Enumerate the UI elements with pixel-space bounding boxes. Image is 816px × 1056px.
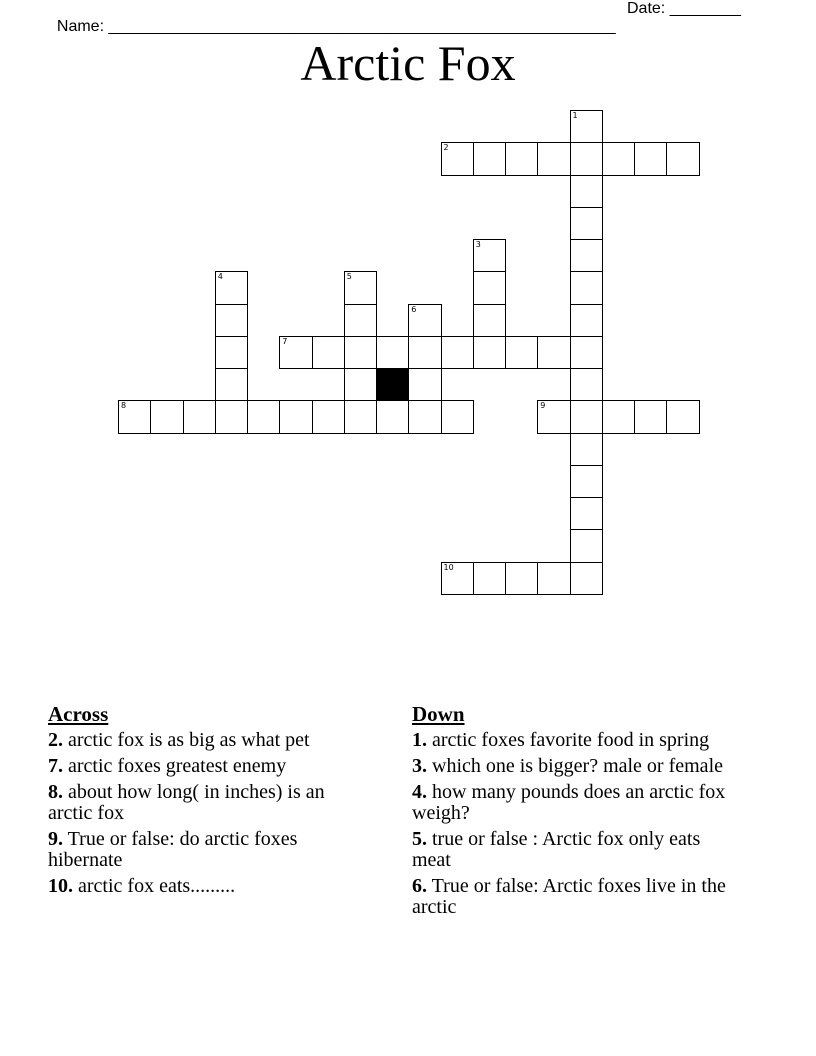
name-label: Name: bbox=[56, 18, 105, 35]
grid-cell[interactable] bbox=[537, 336, 570, 369]
grid-cell[interactable] bbox=[441, 336, 474, 369]
down-clue bbox=[412, 829, 732, 871]
cell-number: 2 bbox=[443, 143, 449, 153]
grid-cell[interactable] bbox=[118, 400, 151, 433]
grid-cell[interactable] bbox=[408, 336, 441, 369]
cell-number: 4 bbox=[217, 272, 223, 282]
grid-cell[interactable] bbox=[570, 562, 603, 595]
grid-cell[interactable] bbox=[570, 336, 603, 369]
across-clue bbox=[48, 876, 368, 897]
grid-cell[interactable] bbox=[215, 368, 248, 401]
clue-number: 2. bbox=[48, 729, 63, 751]
clue-text: arctic fox is as big as what pet bbox=[63, 729, 310, 751]
grid-cell[interactable] bbox=[473, 142, 506, 175]
grid-cell[interactable] bbox=[279, 400, 312, 433]
down-clue bbox=[412, 730, 732, 751]
cell-number: 3 bbox=[475, 240, 481, 249]
grid-cell[interactable] bbox=[473, 336, 506, 369]
cell-number: 5 bbox=[346, 272, 352, 282]
grid-cell[interactable] bbox=[376, 400, 409, 433]
name-blank[interactable]: _________________________________________________________ bbox=[104, 18, 616, 35]
clue-text: which one is bigger? male or female bbox=[427, 755, 723, 777]
grid-cell[interactable] bbox=[344, 304, 377, 337]
grid-cell[interactable] bbox=[441, 142, 474, 175]
grid-cell[interactable] bbox=[150, 400, 183, 433]
grid-cell[interactable] bbox=[537, 400, 570, 433]
down-clue bbox=[412, 876, 732, 918]
grid-cell[interactable] bbox=[537, 562, 570, 595]
down-heading: Down bbox=[412, 702, 465, 726]
grid-cell[interactable] bbox=[570, 400, 603, 433]
grid-cell[interactable] bbox=[473, 304, 506, 337]
cell-number: 1 bbox=[572, 111, 578, 120]
grid-cell[interactable] bbox=[408, 400, 441, 433]
clue-text: arctic fox eats......... bbox=[73, 875, 236, 897]
cell-number: 10 bbox=[443, 562, 454, 572]
grid-cell[interactable] bbox=[247, 400, 280, 433]
clue-text: true or false : Arctic fox only eats meat bbox=[412, 828, 701, 871]
grid-cell[interactable] bbox=[441, 400, 474, 433]
grid-cell[interactable] bbox=[570, 239, 603, 272]
grid-cell[interactable] bbox=[344, 400, 377, 433]
across-clue bbox=[48, 730, 368, 751]
grid-cell[interactable] bbox=[570, 271, 603, 304]
grid-cell[interactable] bbox=[570, 304, 603, 337]
grid-cell[interactable] bbox=[312, 336, 345, 369]
across-clue bbox=[48, 829, 368, 871]
grid-cell[interactable] bbox=[570, 110, 603, 143]
grid-cell[interactable] bbox=[473, 562, 506, 595]
clue-text: how many pounds does an arctic fox weigh? bbox=[412, 781, 726, 824]
grid-cell[interactable] bbox=[602, 400, 635, 433]
grid-cell[interactable] bbox=[473, 239, 506, 272]
clue-number: 3. bbox=[412, 755, 427, 777]
grid-cell[interactable] bbox=[505, 562, 538, 595]
grid-cell[interactable] bbox=[215, 336, 248, 369]
grid-cell[interactable] bbox=[570, 465, 603, 498]
clue-text: arctic foxes greatest enemy bbox=[63, 755, 287, 777]
grid-cell[interactable] bbox=[666, 142, 699, 175]
page-title: Arctic Fox bbox=[300, 35, 516, 91]
clue-number: 9. bbox=[48, 828, 63, 850]
cell-number: 6 bbox=[411, 304, 417, 314]
clue-number: 4. bbox=[412, 781, 427, 803]
grid-cell[interactable] bbox=[602, 142, 635, 175]
grid-cell[interactable] bbox=[570, 433, 603, 466]
grid-cell[interactable] bbox=[344, 336, 377, 369]
clue-text: about how long( in inches) is an arctic fox bbox=[48, 781, 325, 824]
cell-number: 8 bbox=[121, 401, 127, 411]
grid-cell[interactable] bbox=[183, 400, 216, 433]
grid-cell[interactable] bbox=[570, 142, 603, 175]
date-blank[interactable]: ________ bbox=[665, 0, 741, 17]
grid-cell[interactable] bbox=[570, 368, 603, 401]
grid-cell[interactable] bbox=[570, 175, 603, 208]
grid-cell[interactable] bbox=[215, 304, 248, 337]
grid-cell[interactable] bbox=[473, 271, 506, 304]
grid-cell[interactable] bbox=[344, 368, 377, 401]
clue-number: 7. bbox=[48, 755, 63, 777]
date-label: Date: bbox=[627, 0, 666, 17]
cell-number: 9 bbox=[540, 401, 546, 411]
grid-cell[interactable] bbox=[537, 142, 570, 175]
grid-cell[interactable] bbox=[215, 271, 248, 304]
clue-text: arctic foxes favorite food in spring bbox=[427, 729, 710, 751]
grid-cell[interactable] bbox=[666, 400, 699, 433]
across-clue bbox=[48, 756, 368, 777]
clue-number: 8. bbox=[48, 781, 63, 803]
cell-number: 7 bbox=[282, 336, 288, 346]
down-clues bbox=[412, 702, 732, 923]
grid-cell[interactable] bbox=[570, 497, 603, 530]
grid-cell[interactable] bbox=[344, 271, 377, 304]
grid-cell[interactable] bbox=[634, 142, 667, 175]
grid-cell[interactable] bbox=[441, 562, 474, 595]
clue-number: 5. bbox=[412, 828, 427, 850]
grid-cell[interactable] bbox=[408, 368, 441, 401]
grid-cell[interactable] bbox=[215, 400, 248, 433]
grid-cell[interactable] bbox=[408, 304, 441, 337]
grid-cell[interactable] bbox=[312, 400, 345, 433]
grid-cell[interactable] bbox=[505, 336, 538, 369]
across-clues bbox=[48, 702, 368, 902]
clue-number: 6. bbox=[412, 875, 427, 897]
down-clue bbox=[412, 782, 732, 824]
clue-number: 1. bbox=[412, 729, 427, 751]
across-heading: Across bbox=[48, 702, 109, 726]
clue-number: 10. bbox=[48, 875, 73, 897]
across-clue bbox=[48, 782, 368, 824]
clue-text: True or false: Arctic foxes live in the arctic bbox=[412, 875, 726, 918]
grid-cell[interactable] bbox=[570, 207, 603, 240]
grid-cell[interactable] bbox=[505, 142, 538, 175]
black-cell bbox=[376, 368, 409, 401]
clue-text: True or false: do arctic foxes hibernate bbox=[48, 828, 298, 871]
grid-cell[interactable] bbox=[634, 400, 667, 433]
grid-cell[interactable] bbox=[570, 529, 603, 562]
grid-cell[interactable] bbox=[376, 336, 409, 369]
down-clue bbox=[412, 756, 732, 777]
grid-cell[interactable] bbox=[279, 336, 312, 369]
